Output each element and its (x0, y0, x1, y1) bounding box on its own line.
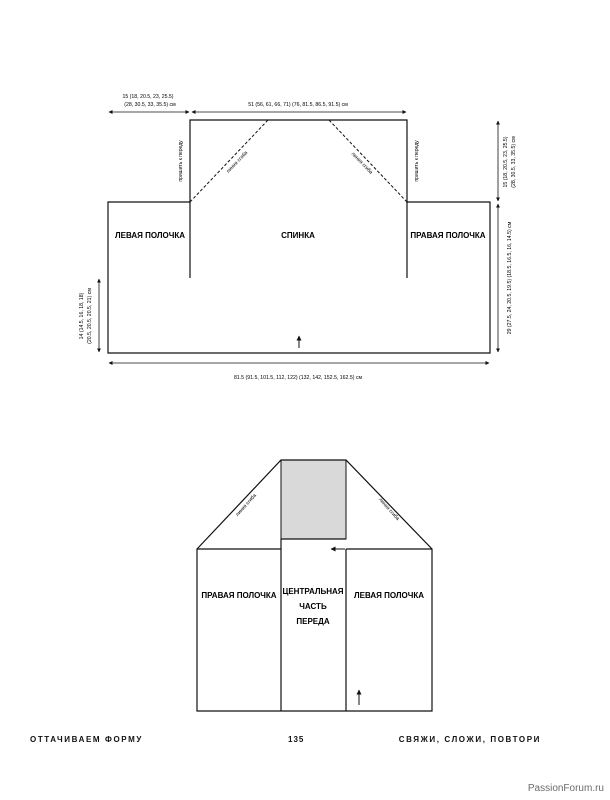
footer-right: СВЯЖИ, СЛОЖИ, ПОВТОРИ (398, 735, 541, 744)
seam-note-left: пришить к переду (178, 140, 184, 182)
front-schematic (197, 460, 432, 711)
dim-bottom: 81.5 (91.5, 101.5, 112, 122) (132, 142, 152.5, 162.5) см (233, 375, 363, 381)
label-back: СПИНКА (281, 231, 315, 240)
fold-note-right-2: линия сгиба (377, 496, 401, 522)
label-left-front-2: ЛЕВАЯ ПОЛОЧКА (354, 591, 424, 600)
dim-left-line2: (20.5, 20.5, 20.5, 21) см (87, 288, 93, 344)
fold-line-left (190, 120, 268, 202)
seam-note-right: пришить к переду (414, 140, 420, 182)
fold-note-left: линия сгиба (225, 150, 250, 175)
dim-top-center: 51 (56, 61, 66, 71) (76, 81.5, 86.5, 91.5) см (248, 102, 348, 108)
watermark: PassionForum.ru (527, 783, 604, 794)
dim-right-top-line2: (28, 30.5, 33, 35.5) см (511, 136, 517, 188)
dim-top-left-line2: (28, 30.5, 33, 35.5) см (124, 102, 176, 108)
fold-note-right: линия сгиба (349, 151, 374, 176)
dim-top-left-line1: 15 (18, 20.5, 23, 25.5) (122, 94, 174, 100)
label-left-front: ЛЕВАЯ ПОЛОЧКА (115, 231, 185, 240)
label-center-line3: ПЕРЕДА (296, 617, 330, 626)
dim-right-top-line1: 15 (18, 20.5, 23, 25.5) (503, 136, 509, 188)
fold-line-right (329, 120, 407, 202)
fold-note-left-2: линия сгиба (234, 492, 258, 518)
shaded-center-panel (281, 460, 346, 539)
page-number: 135 (288, 735, 305, 744)
dim-right-bottom: 29 (27.5, 24, 20.5, 19.5) (18.5, 16.5, 16, 14.5) см (507, 221, 513, 335)
label-center-line1: ЦЕНТРАЛЬНАЯ (282, 587, 344, 596)
label-right-front: ПРАВАЯ ПОЛОЧКА (410, 231, 486, 240)
label-center-line2: ЧАСТЬ (299, 602, 327, 611)
label-right-front-2: ПРАВАЯ ПОЛОЧКА (201, 591, 277, 600)
footer-left: ОТТАЧИВАЕМ ФОРМУ (30, 735, 143, 744)
dim-left-line1: 14 (14.5, 16, 18, 18) (79, 292, 85, 340)
